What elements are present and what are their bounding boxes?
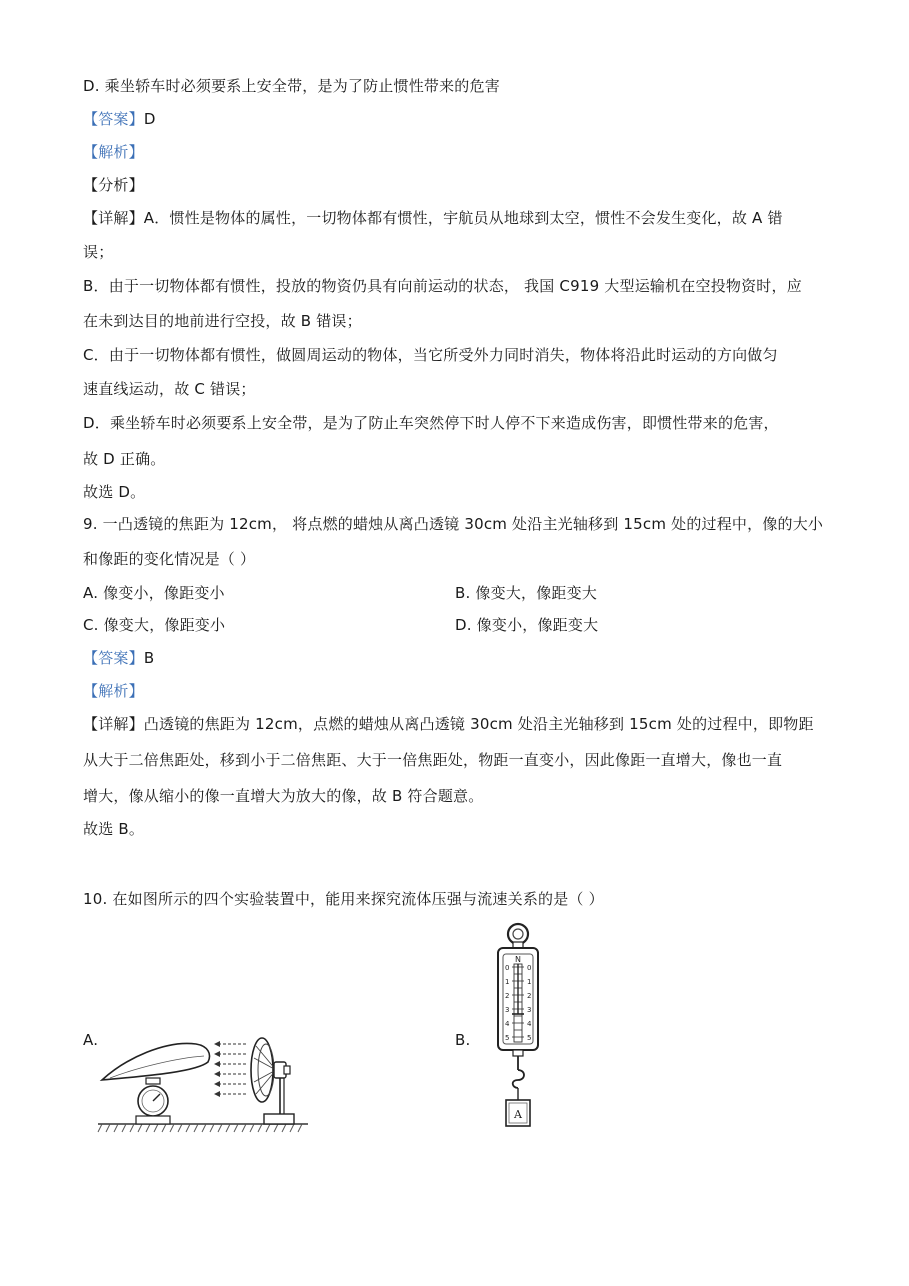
q8-answer <box>83 109 156 129</box>
q8-detail-a-2: 误； <box>83 243 114 261</box>
q9-detail-2: 从大于二倍焦距处，移到小于二倍焦距、大于一倍焦距处，物距一直变小，因此像距一直增大，像也一直 <box>83 751 783 769</box>
q9-option-b: B. 像变大，像距变大 <box>455 584 598 602</box>
tick-label-right: 5 <box>527 1034 532 1042</box>
weight-label: A <box>514 1108 522 1121</box>
q10-option-a-label: A. <box>83 1031 99 1049</box>
answer-value: D <box>143 110 156 128</box>
q8-detail-c-1: C．由于一切物体都有惯性，做圆周运动的物体，当它所受外力同时消失，物体将沿此时运动的方向做匀 <box>83 346 778 364</box>
q8-conclusion: 故选 D。 <box>83 483 146 501</box>
tick-label-left: 4 <box>505 1020 510 1028</box>
q9-option-d: D. 像变小，像距变大 <box>455 616 599 634</box>
q8-detail-d-2: 故 D 正确。 <box>83 450 166 468</box>
q9-stem-1: 9. 一凸透镜的焦距为 12cm， 将点燃的蜡烛从离凸透镜 30cm 处沿主光轴移到 15cm 处的过程中，像的大小 <box>83 515 824 533</box>
q9-option-c: C. 像变大，像距变小 <box>83 616 226 634</box>
answer-label: 【答案】 <box>83 110 144 128</box>
q9-detail-3: 增大，像从缩小的像一直增大为放大的像，故 B 符合题意。 <box>83 787 484 805</box>
q9-detail-1: 【详解】凸透镜的焦距为 12cm，点燃的蜡烛从离凸透镜 30cm 处沿主光轴移到 15cm 处的过程中，即物距 <box>83 715 814 733</box>
tick-label-right: 3 <box>527 1006 532 1014</box>
tick-label-left: 3 <box>505 1006 510 1014</box>
tick-label-right: 0 <box>527 964 532 972</box>
q9-analysis-label: 【解析】 <box>83 682 144 700</box>
q8-detail-b-1: B．由于一切物体都有惯性，投放的物资仍具有向前运动的状态， 我国 C919 大型运输机在空投物资时，应 <box>83 277 802 295</box>
tick-label-right: 1 <box>527 978 532 986</box>
q10-option-b-label: B. <box>455 1031 471 1049</box>
q8-fenxi-label: 【分析】 <box>83 176 144 194</box>
q8-detail-b-2: 在未到达目的地前进行空投，故 B 错误； <box>83 312 362 330</box>
answer-label: 【答案】 <box>83 649 144 667</box>
wing-fan-apparatus-figure <box>96 1028 310 1134</box>
tick-label-left: 2 <box>505 992 510 1000</box>
q8-detail-c-2: 速直线运动，故 C 错误； <box>83 380 256 398</box>
scale-unit-label: N <box>515 955 521 964</box>
q9-answer <box>83 648 154 668</box>
tick-label-left: 1 <box>505 978 510 986</box>
q9-option-a: A. 像变小，像距变小 <box>83 584 225 602</box>
tick-label-right: 4 <box>527 1020 532 1028</box>
tick-label-right: 2 <box>527 992 532 1000</box>
q8-analysis-label: 【解析】 <box>83 143 144 161</box>
spring-scale-figure <box>492 920 552 1132</box>
q8-option-d: D. 乘坐轿车时必须要系上安全带，是为了防止惯性带来的危害 <box>83 77 500 95</box>
q8-detail-a-1: 【详解】A．惯性是物体的属性，一切物体都有惯性，宇航员从地球到太空，惯性不会发生变化，故 A 错 <box>83 209 783 227</box>
tick-label-left: 0 <box>505 964 510 972</box>
q9-stem-2: 和像距的变化情况是（ ） <box>83 550 256 568</box>
tick-label-left: 5 <box>505 1034 510 1042</box>
q9-conclusion: 故选 B。 <box>83 820 145 838</box>
q8-detail-d-1: D．乘坐轿车时必须要系上安全带，是为了防止车突然停下时人停不下来造成伤害，即惯性带来的危害， <box>83 414 779 432</box>
q10-stem: 10. 在如图所示的四个实验装置中，能用来探究流体压强与流速关系的是（ ） <box>83 890 604 908</box>
answer-value: B <box>143 649 155 667</box>
